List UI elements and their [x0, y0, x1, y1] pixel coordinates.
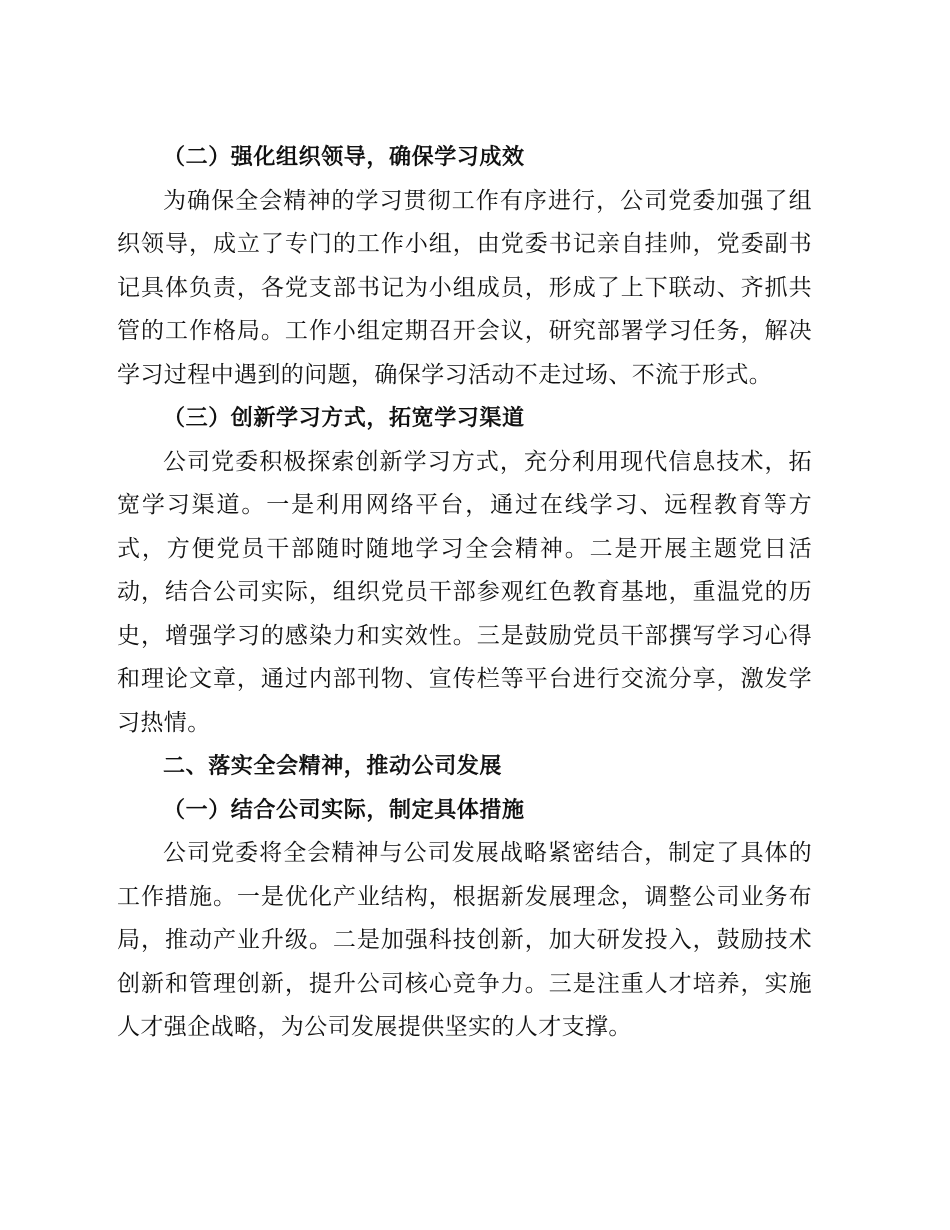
section-heading-3: （三）创新学习方式，拓宽学习渠道: [163, 406, 525, 431]
document-body: [117, 136, 812, 1050]
chapter-section-heading-1: （一）结合公司实际，制定具体措施: [163, 797, 525, 823]
chapter-section-paragraph-1: 公司党委将全会精神与公司发展战略紧密结合，制定了具体的工作措施。一是优化产业结构，根据新发展理念，调整公司业务布局，推动产业升级。二是加强科技创新，加大研发投入，鼓励技术创新和管理创新，提升公司核心竞争力。三是注重人才培养，实施人才强企战略，为公司发展提供坚实的人才支撑。: [117, 840, 812, 1040]
section-heading-2: （二）强化组织领导，确保学习成效: [163, 145, 525, 170]
chapter-heading: 二、落实全会精神，推动公司发展: [163, 754, 503, 779]
section-paragraph-2: 为确保全会精神的学习贯彻工作有序进行，公司党委加强了组织领导，成立了专门的工作小组，由党委书记亲自挂帅，党委副书记具体负责，各党支部书记为小组成员，形成了上下联动、齐抓共管的工作格局。工作小组定期召开会议，研究部署学习任务，解决学习过程中遇到的问题，确保学习活动不走过场、不流于形式。: [117, 187, 812, 388]
section-paragraph-3: 公司党委积极探索创新学习方式，充分利用现代信息技术，拓宽学习渠道。一是利用网络平台，通过在线学习、远程教育等方式，方便党员干部随时随地学习全会精神。二是开展主题党日活动，结合公司实际，组织党员干部参观红色教育基地，重温党的历史，增强学习的感染力和实效性。三是鼓励党员干部撰写学习心得和理论文章，通过内部刊物、宣传栏等平台进行交流分享，激发学习热情。: [117, 448, 812, 736]
